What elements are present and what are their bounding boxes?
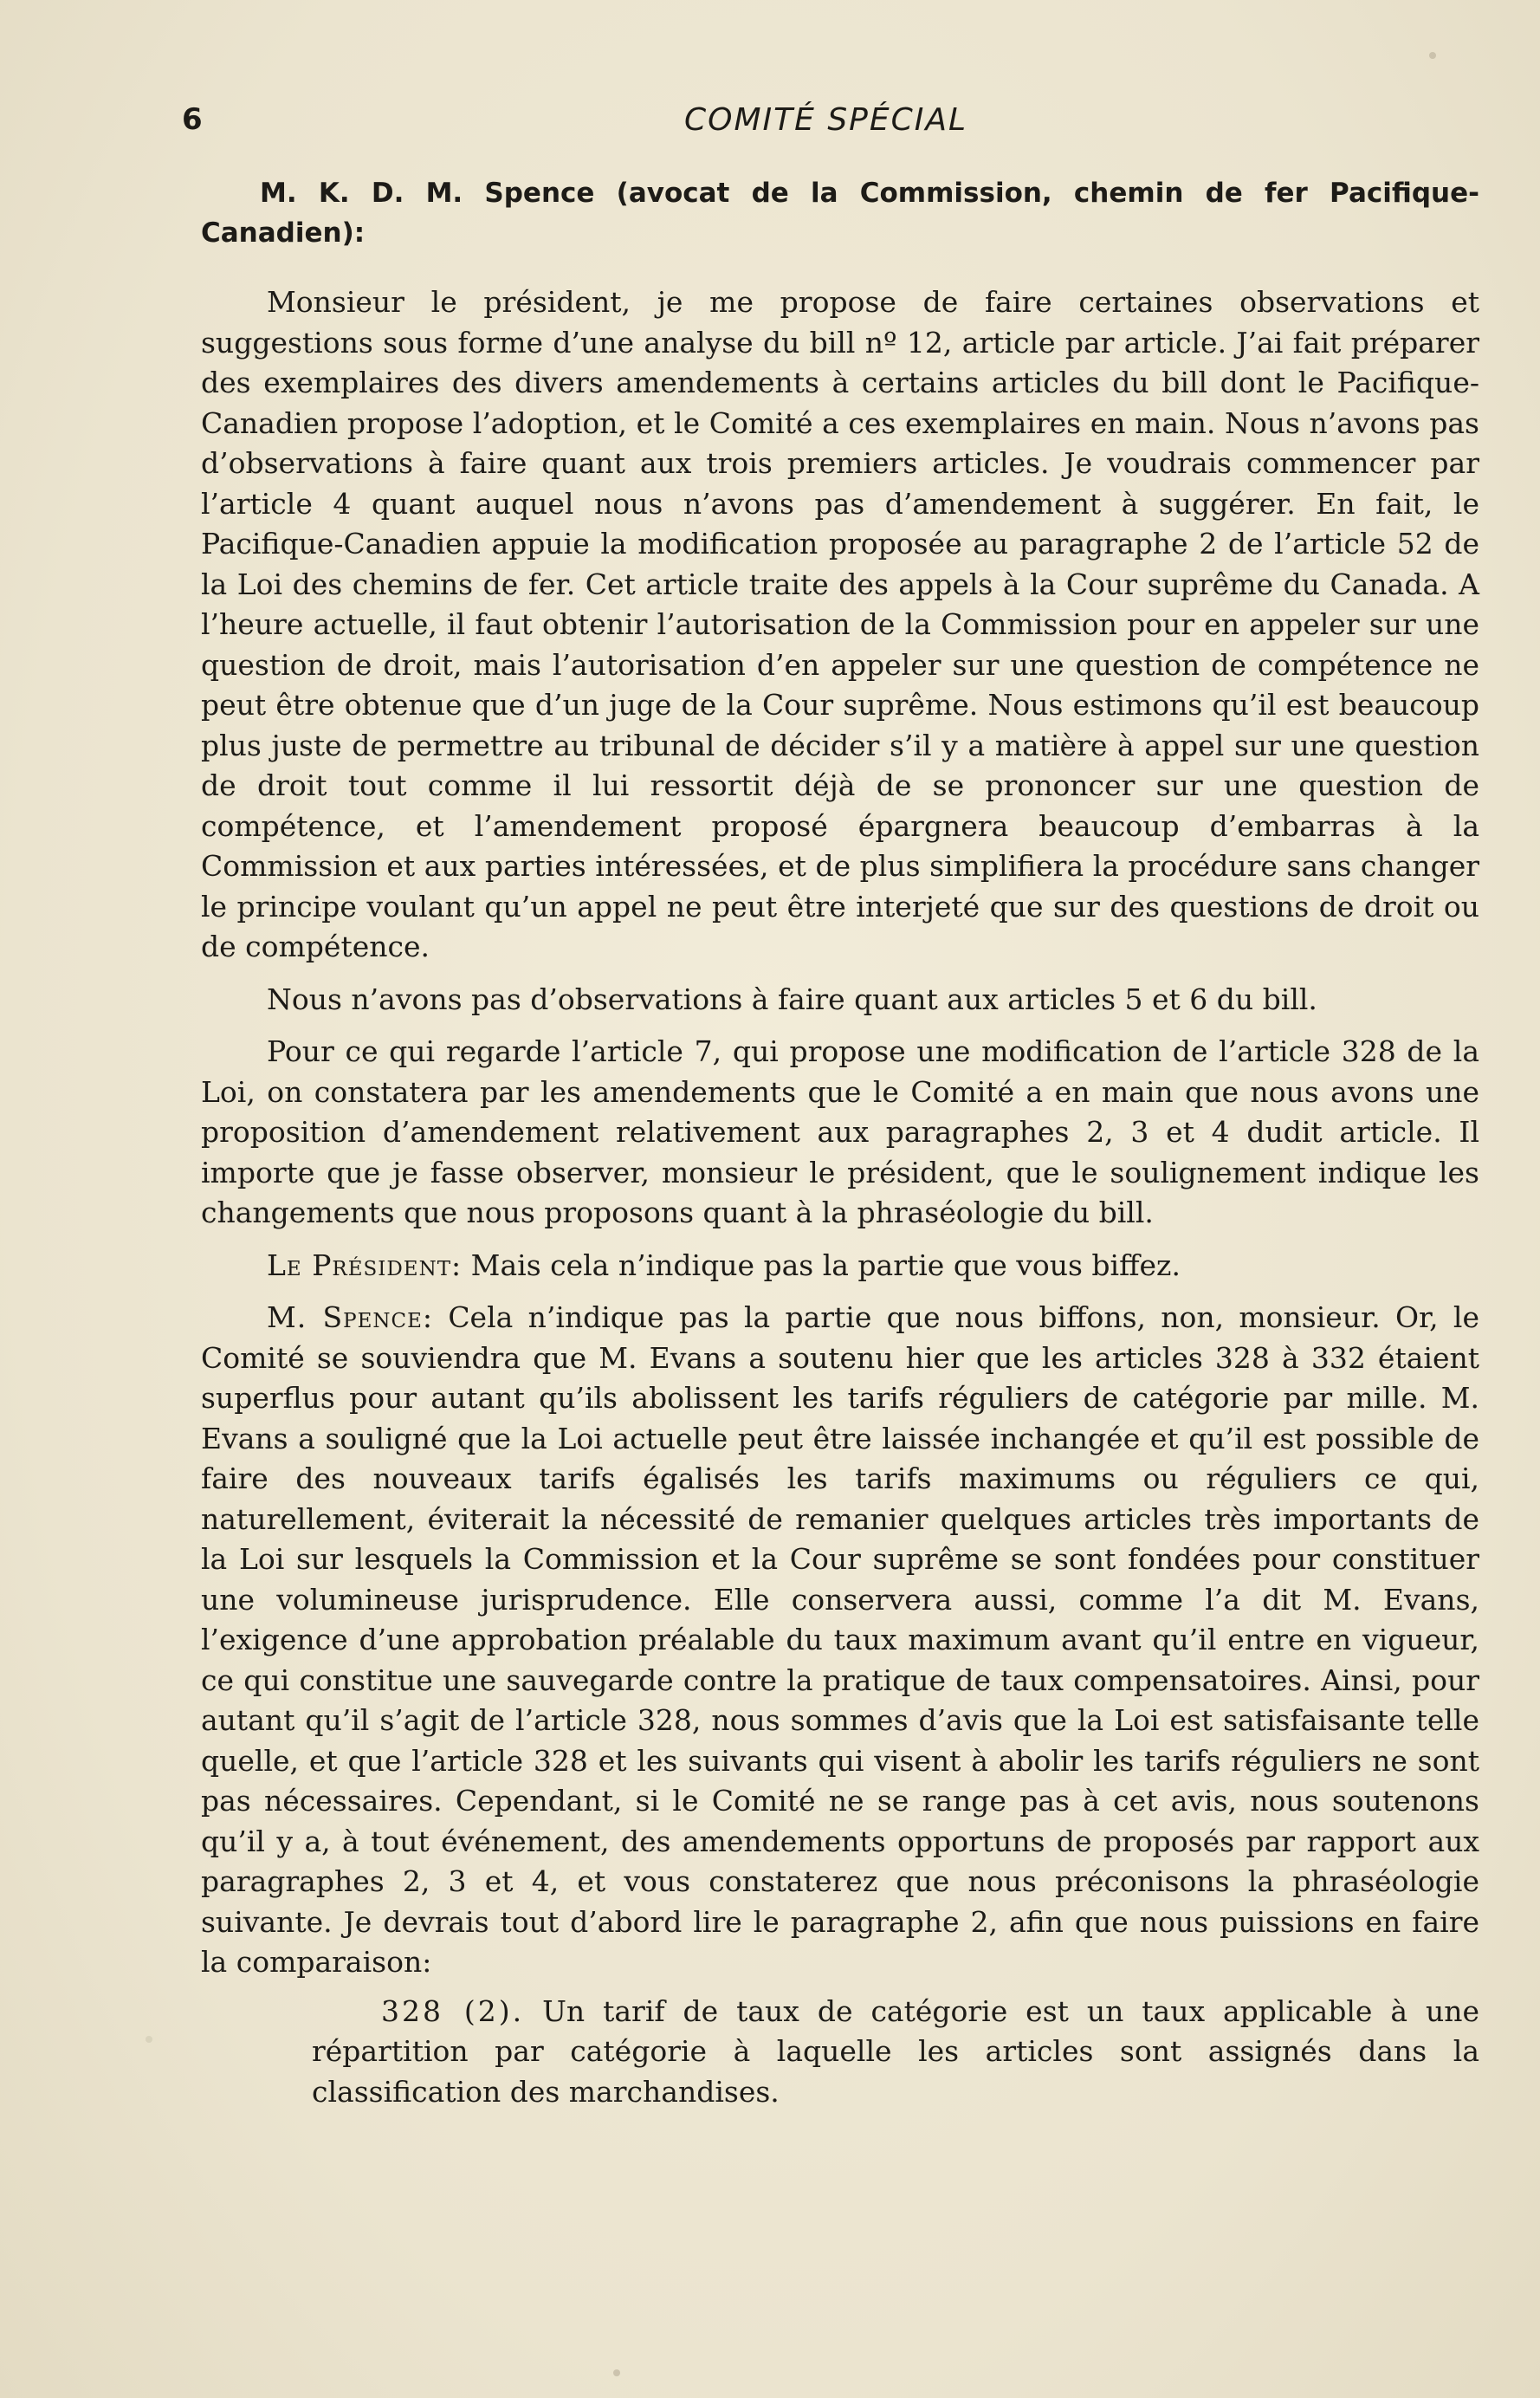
speaker-spence: M. Spence: bbox=[267, 1300, 434, 1334]
paper-speck bbox=[146, 2036, 152, 2043]
quoted-section-number: 328 (2). bbox=[381, 1993, 525, 2028]
paragraph-3: Pour ce qui regarde l’article 7, qui propose une modification de l’article 328 de la Loi, on constatera par les amendements que le Comité a en main que nous avons une proposition d’amendement relativement aux paragraphes 2, 3 et 4 dudit article. Il importe que je fasse observer, monsieur le président, que le soulignement indique les changements que nous proposons quant à la phraséologie du bill. bbox=[201, 1034, 1479, 1229]
paragraph-2: Nous n’avons pas d’observations à faire quant aux articles 5 et 6 du bill. bbox=[267, 982, 1317, 1016]
speaker-president: Le Président: bbox=[267, 1248, 463, 1282]
paragraph-5 bbox=[201, 1298, 1479, 1983]
paragraph-4 bbox=[201, 1246, 1479, 1286]
quoted-section bbox=[312, 1992, 1479, 2113]
page-number: 6 bbox=[182, 102, 203, 137]
page-header bbox=[182, 102, 1498, 154]
speaker-intro: M. K. D. M. Spence (avocat de la Commission, chemin de fer Pacifique-Canadien): bbox=[201, 178, 1479, 249]
paper-speck bbox=[613, 2369, 620, 2376]
document-body bbox=[201, 173, 1479, 2112]
running-head: COMITÉ SPÉCIAL bbox=[684, 102, 968, 138]
paper-speck bbox=[1429, 52, 1436, 59]
quoted-section-text: Un tarif de taux de catégorie est un taux applicable à une répartition par catégorie à laquelle les articles sont assignés dans la classification des marchandises. bbox=[312, 1993, 1479, 2109]
paragraph-5-text: Cela n’indique pas la partie que nous biffons, non, monsieur. Or, le Comité se souviendra que M. Evans a soutenu hier que les articles 328 à 332 étaient superflus pour autant qu’ils abolissent les tarifs réguliers de catégorie par mille. M. Evans a souligné que la Loi actuelle peut être laissée inchangée et qu’il est possible de faire des nouveaux tarifs égalisés les tarifs maximums ou réguliers ce qui, naturellement, éviterait la nécessité de remanier quelques articles très importants de la Loi sur lesquels la Commission et la Cour suprême se sont fondées pour constituer une volumineuse jurisprudence. Elle conservera aussi, comme l’a dit M. Evans, l’exigence d’une approbation préalable du taux maximum avant qu’il entre en vigueur, ce qui constitue une sauvegarde contre la pratique de taux compensatoires. Ainsi, pour autant qu’il s’agit de l’article 328, nous sommes d’avis que la Loi est satisfaisante telle quelle, et que l’article 328 et les suivants qui visent à abolir les tarifs réguliers ne sont pas nécessaires. Cependant, si le Comité ne se range pas à cet avis, nous soutenons qu’il y a, à tout événement, des amendements opportuns de proposés par rapport aux paragraphes 2, 3 et 4, et vous constaterez que nous préconisons la phraséologie suivante. Je devrais tout d’abord lire le paragraphe 2, afin que nous puissions en faire la comparaison: bbox=[201, 1300, 1479, 1979]
paragraph-1: Monsieur le président, je me propose de faire certaines observations et suggestions sous forme d’une analyse du bill nº 12, article par article. J’ai fait préparer des exemplaires des divers amendements à certains articles du bill dont le Pacifique-Canadien propose l’adoption, et le Comité a ces exemplaires en main. Nous n’avons pas d’observations à faire quant aux trois premiers articles. Je voudrais commencer par l’article 4 quant auquel nous n’avons pas d’amendement à suggérer. En fait, le Pacifique-Canadien appuie la modification proposée au paragraphe 2 de l’article 52 de la Loi des chemins de fer. Cet article traite des appels à la Cour suprême du Canada. A l’heure actuelle, il faut obtenir l’autorisation de la Commission pour en appeler sur une question de droit, mais l’autorisation d’en appeler sur une question de compétence ne peut être obtenue que d’un juge de la Cour suprême. Nous estimons qu’il est beaucoup plus juste de permettre au tribunal de décider s’il y a matière à appel sur une question de droit tout comme il lui ressortit déjà de se prononcer sur une question de compétence, et l’amendement proposé épargnera beaucoup d’embarras à la Commission et aux parties intéressées, et de plus simplifiera la procédure sans changer le principe voulant qu’un appel ne peut être interjeté que sur des questions de droit ou de compétence. bbox=[201, 285, 1479, 963]
paragraph-4-text: Mais cela n’indique pas la partie que vous biffez. bbox=[470, 1248, 1181, 1282]
